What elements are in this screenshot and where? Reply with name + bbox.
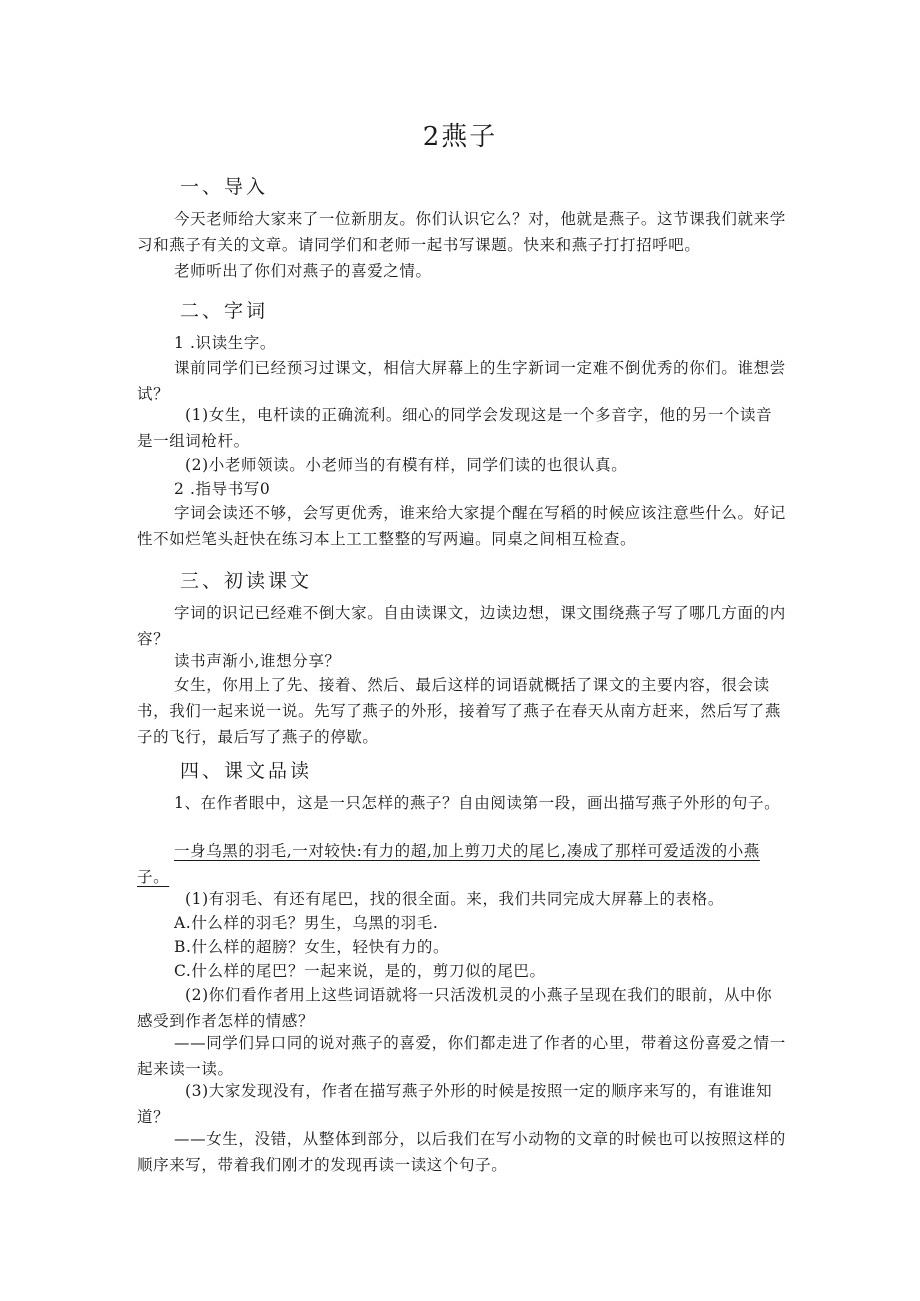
paragraph: 字词会读还不够，会写更优秀，谁来给大家提个醒在写稻的时候应该注意些什么。好记性不如烂笔头赶快在练习本上工工整整的写两遍。同桌之间相互检查。: [137, 504, 786, 548]
page-title: 2燕子: [422, 122, 498, 152]
paragraph: ——同学们异口同的说对燕子的喜爱，你们都走进了作者的心里，带着这份喜爱之情一起来读一读。: [137, 1034, 786, 1078]
section-heading-first-reading: 三、初读课文: [180, 570, 313, 592]
list-item: 2 .指导书写0: [174, 480, 271, 498]
paragraph: 读书声渐小,谁想分享？: [174, 652, 341, 670]
section-heading-intro: 一、导入: [180, 176, 269, 198]
list-item: A.什么样的羽毛？男生，乌黑的羽毛.: [174, 914, 439, 932]
list-item: C.什么样的尾巴？一起来说，是的，剪刀似的尾巴。: [174, 962, 546, 980]
paragraph: ——女生，没错，从整体到部分，以后我们在写小动物的文章的时候也可以按照这样的顺序来写，带着我们刚才的发现再读一读这个句子。: [137, 1130, 786, 1174]
paragraph: (3)大家发现没有，作者在描写燕子外形的时候是按照一定的顺序来写的，有谁谁知道？: [137, 1082, 773, 1126]
list-item: (2)小老师领读。小老师当的有模有样，同学们读的也很认真。: [185, 456, 628, 474]
section-heading-text-appreciation: 四、课文品读: [180, 760, 313, 782]
list-item: B.什么样的超膀？女生，轻快有力的。: [174, 938, 450, 956]
list-item: 1 .识读生字。: [174, 334, 277, 352]
paragraph: 1、在作者眼中，这是一只怎样的燕子？自由阅读第一段，画出描写燕子外形的句子。: [174, 794, 781, 812]
paragraph: 女生，你用上了先、接着、然后、最后这样的词语就概括了课文的主要内容，很会读书，我们一起来说一说。先写了燕子的外形，接着写了燕子在春天从南方赶来，然后写了燕子的飞行，最后写了燕子的停歇。: [137, 676, 782, 746]
paragraph: 课前同学们已经预习过课文，相信大屏幕上的生字新词一定难不倒优秀的你们。谁想尝试？: [137, 359, 786, 403]
quoted-sentence: 一身乌黑的羽毛,一对较快:有力的超,加上剪刀犬的尾匕,凑成了那样可爱适泼的小燕子。: [137, 842, 760, 886]
paragraph: 老师听出了你们对燕子的喜爱之情。: [174, 262, 432, 280]
paragraph: 今天老师给大家来了一位新朋友。你们认识它么？对，他就是燕子。这节课我们就来学习和燕子有关的文章。请同学们和老师一起书写课题。快来和燕子打打招呼吧。: [137, 210, 786, 254]
paragraph: (2)你们看作者用上这些词语就将一只活泼机灵的小燕子呈现在我们的眼前，从中你感受到作者怎样的情感？: [137, 986, 773, 1030]
section-heading-vocabulary: 二、字词: [180, 300, 269, 322]
paragraph: (1)女生，电杆读的正确流利。细心的同学会发现这是一个多音字，他的另一个读音是一组词枪杆。: [137, 406, 773, 450]
paragraph: 字词的识记已经难不倒大家。自由读课文，边读边想，课文围绕燕子写了哪几方面的内容？: [137, 604, 786, 648]
list-item: (1)有羽毛、有还有尾巴，找的很全面。来，我们共同完成大屏幕上的表格。: [185, 890, 724, 908]
